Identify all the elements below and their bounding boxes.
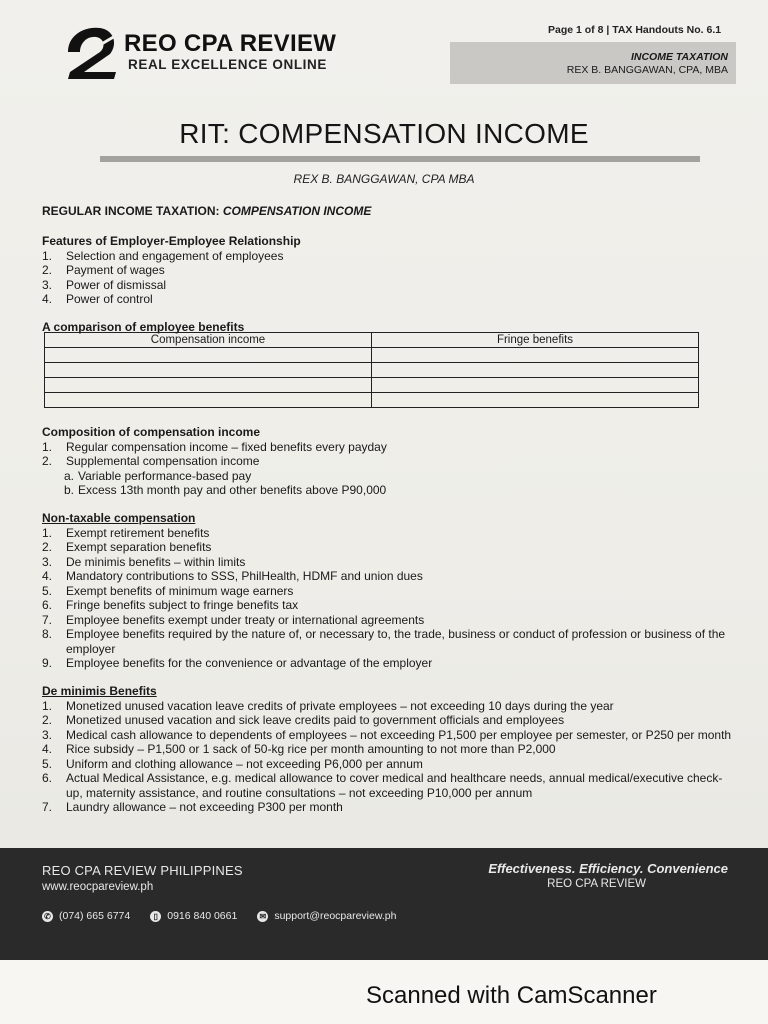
- section-heading: [42, 204, 371, 218]
- list-item: 5. Uniform and clothing allowance – not exceeding P6,000 per annum: [42, 756, 423, 771]
- page-info: Page 1 of 8 | TAX Handouts No. 6.1: [548, 24, 722, 36]
- nontaxable-section: [42, 511, 732, 671]
- mobile-icon: ▯: [150, 911, 161, 922]
- subject-box: [450, 42, 736, 84]
- page-title: RIT: COMPENSATION INCOME: [179, 118, 589, 149]
- reo-logo-icon: [62, 22, 124, 80]
- section-heading-main: REGULAR INCOME TAXATION:: [42, 204, 220, 218]
- list-item: 2. Exempt separation benefits: [42, 540, 212, 554]
- brand-name: REO CPA REVIEW: [124, 30, 337, 57]
- table-row: [45, 393, 699, 408]
- list-item: 2. Monetized unused vacation and sick leave credits paid to government officials and employees: [42, 713, 565, 727]
- deminimis-heading: De minimis Benefits: [42, 684, 157, 698]
- footer-org-name: REO CPA REVIEW PHILIPPINES: [42, 863, 243, 878]
- table-header-fringe: Fringe benefits: [372, 333, 699, 348]
- scanner-watermark: Scanned with CamScanner: [366, 982, 657, 1009]
- footer-phone: (074) 665 6774: [59, 910, 131, 922]
- nontaxable-heading: Non-taxable compensation: [42, 511, 196, 525]
- features-section: [42, 234, 301, 307]
- list-item: 2. Payment of wages: [42, 263, 165, 277]
- list-item: 1. Selection and engagement of employees: [42, 248, 284, 263]
- nontaxable-list: [42, 526, 732, 671]
- features-heading: Features of Employer-Employee Relationship: [42, 234, 301, 248]
- list-item: 8. Employee benefits required by the nature of, or necessary to, the trade, business or conduct of profession or business of the employer: [42, 627, 726, 656]
- table-header-compensation: Compensation income: [45, 333, 372, 348]
- page-footer: [0, 848, 768, 960]
- list-item: 3. Medical cash allowance to dependents of employees – not exceeding P1,500 per employee per semester, or P250 per month: [42, 727, 732, 742]
- list-item: 1. Monetized unused vacation leave credits of private employees – not exceeding 10 days during the year: [42, 698, 614, 713]
- list-item: 9. Employee benefits for the convenience or advantage of the employer: [42, 656, 433, 670]
- list-item: 7. Employee benefits exempt under treaty or international agreements: [42, 612, 425, 627]
- table-row: [45, 363, 699, 378]
- table-row: [45, 348, 699, 363]
- comparison-table: [44, 332, 699, 408]
- phone-icon: ✆: [42, 911, 53, 922]
- table-row: [45, 378, 699, 393]
- footer-mobile: 0916 840 0661: [167, 910, 238, 922]
- deminimis-section: [42, 684, 737, 815]
- list-item: 5. Exempt benefits of minimum wage earners: [42, 583, 294, 598]
- list-item: 4. Rice subsidy – P1,500 or 1 sack of 50-kg rice per month amounting to not more than P2,000: [42, 742, 556, 756]
- footer-contacts: [42, 910, 396, 922]
- list-item: b. Excess 13th month pay and other benefits above P90,000: [64, 483, 387, 497]
- deminimis-list: [42, 699, 737, 815]
- list-item: 3. Power of dismissal: [42, 277, 167, 292]
- table-header-row: [45, 333, 699, 348]
- email-icon: ✉: [257, 911, 268, 922]
- section-heading-sub: COMPENSATION INCOME: [222, 204, 372, 218]
- brand-tagline: REAL EXCELLENCE ONLINE: [128, 57, 327, 72]
- subject-label: INCOME TAXATION: [630, 51, 728, 63]
- footer-motto-brand: REO CPA REVIEW: [547, 878, 646, 890]
- composition-list: [42, 440, 387, 498]
- list-item: 1. Exempt retirement benefits: [42, 525, 210, 540]
- list-item: 1. Regular compensation income – fixed benefits every payday: [42, 439, 387, 454]
- title-divider: [100, 156, 700, 162]
- list-item: 3. De minimis benefits – within limits: [42, 554, 246, 569]
- composition-section: [42, 425, 387, 498]
- list-item: a. Variable performance-based pay: [64, 468, 252, 483]
- footer-motto: Effectiveness. Efficiency. Convenience: [488, 861, 728, 876]
- footer-email-link[interactable]: support@reocpareview.ph: [274, 910, 397, 922]
- list-item: 6. Fringe benefits subject to fringe benefits tax: [42, 598, 299, 612]
- list-item: 7. Laundry allowance – not exceeding P300 per month: [42, 800, 343, 814]
- list-item: 4. Power of control: [42, 292, 153, 306]
- features-list: [42, 249, 301, 307]
- footer-website-link[interactable]: www.reocpareview.ph: [42, 881, 154, 893]
- list-item: 4. Mandatory contributions to SSS, PhilHealth, HDMF and union dues: [42, 569, 423, 583]
- list-item: 6. Actual Medical Assistance, e.g. medical allowance to cover medical and healthcare needs, annual medical/executive check-up, maternity assistance, and routine consultations – not exceeding P10,000 per annum: [42, 771, 723, 800]
- subject-author: REX B. BANGGAWAN, CPA, MBA: [566, 64, 728, 76]
- author-byline: REX B. BANGGAWAN, CPA MBA: [293, 172, 475, 186]
- composition-heading: Composition of compensation income: [42, 425, 261, 439]
- list-item: 2. Supplemental compensation income: [42, 454, 260, 468]
- comparison-heading: A comparison of employee benefits: [42, 320, 245, 334]
